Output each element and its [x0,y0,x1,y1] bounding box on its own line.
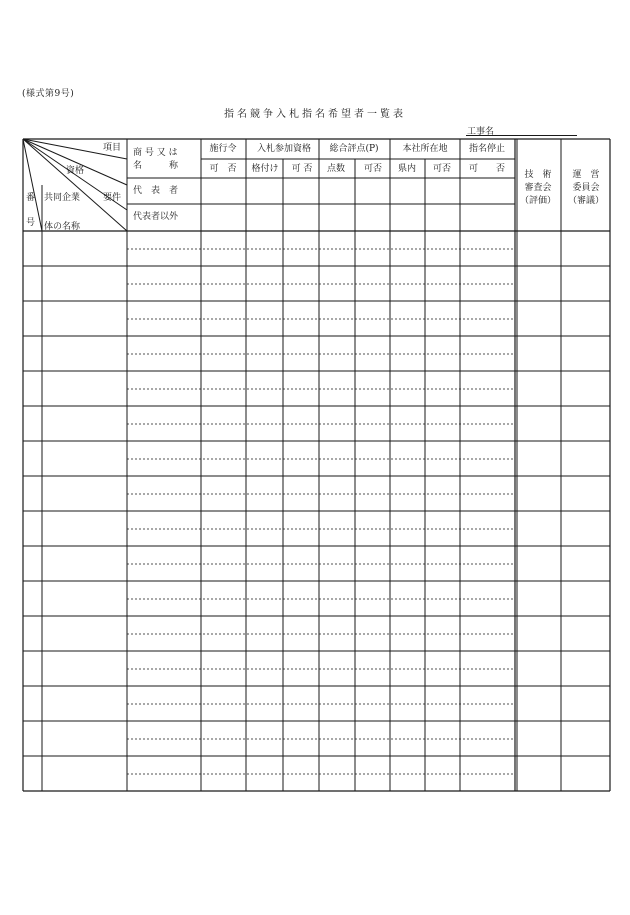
tech-review-label-1: 技 術 [524,170,552,180]
tech-review-label-2: 審査会 [524,183,552,193]
form-number: (様式第9号) [22,89,75,99]
head-office-header: 本社所在地 [402,144,448,154]
bid-qualification-header: 入札参加資格 [256,144,312,154]
office-yes-no: 可否 [432,164,452,174]
qualification-yes-no: 可 否 [291,164,313,174]
number-label-2: 号 [26,218,36,228]
corner-requirement-label: 要件 [103,193,122,203]
project-name-label: 工事名 [467,127,495,137]
non-representative-label: 代表者以外 [133,212,179,222]
corner-qualification-label: 資格 [66,166,85,176]
management-committee-label-3: （審議） [567,196,605,206]
trade-name-label-2: 名 称 [133,161,179,171]
corner-item-label: 項目 [103,143,122,153]
in-prefecture-subheader: 県内 [397,164,417,174]
management-committee-label-1: 運 営 [572,170,600,180]
trade-name-label-1: 商 号 又 は [133,148,178,158]
enforcement-yes-no: 可 否 [209,164,237,174]
suspension-yes-no: 可 否 [468,164,506,174]
rating-subheader: 格付け [251,164,279,174]
score-yes-no: 可否 [363,164,383,174]
number-label-1: 番 [26,193,36,203]
management-committee-label-2: 委員会 [572,183,600,193]
document-title: 指名競争入札指名希望者一覧表 [224,109,406,120]
representative-label: 代 表 者 [133,186,179,196]
corner-jv-label-2: 体の名称 [44,222,81,232]
suspension-header: 指名停止 [468,144,506,154]
enforcement-order-header: 施行令 [209,144,237,154]
total-score-header: 総合評点(P) [329,144,379,154]
points-subheader: 点数 [326,164,346,174]
corner-jv-label-1: 共同企業 [44,193,81,203]
tech-review-label-3: （評価） [519,196,557,206]
